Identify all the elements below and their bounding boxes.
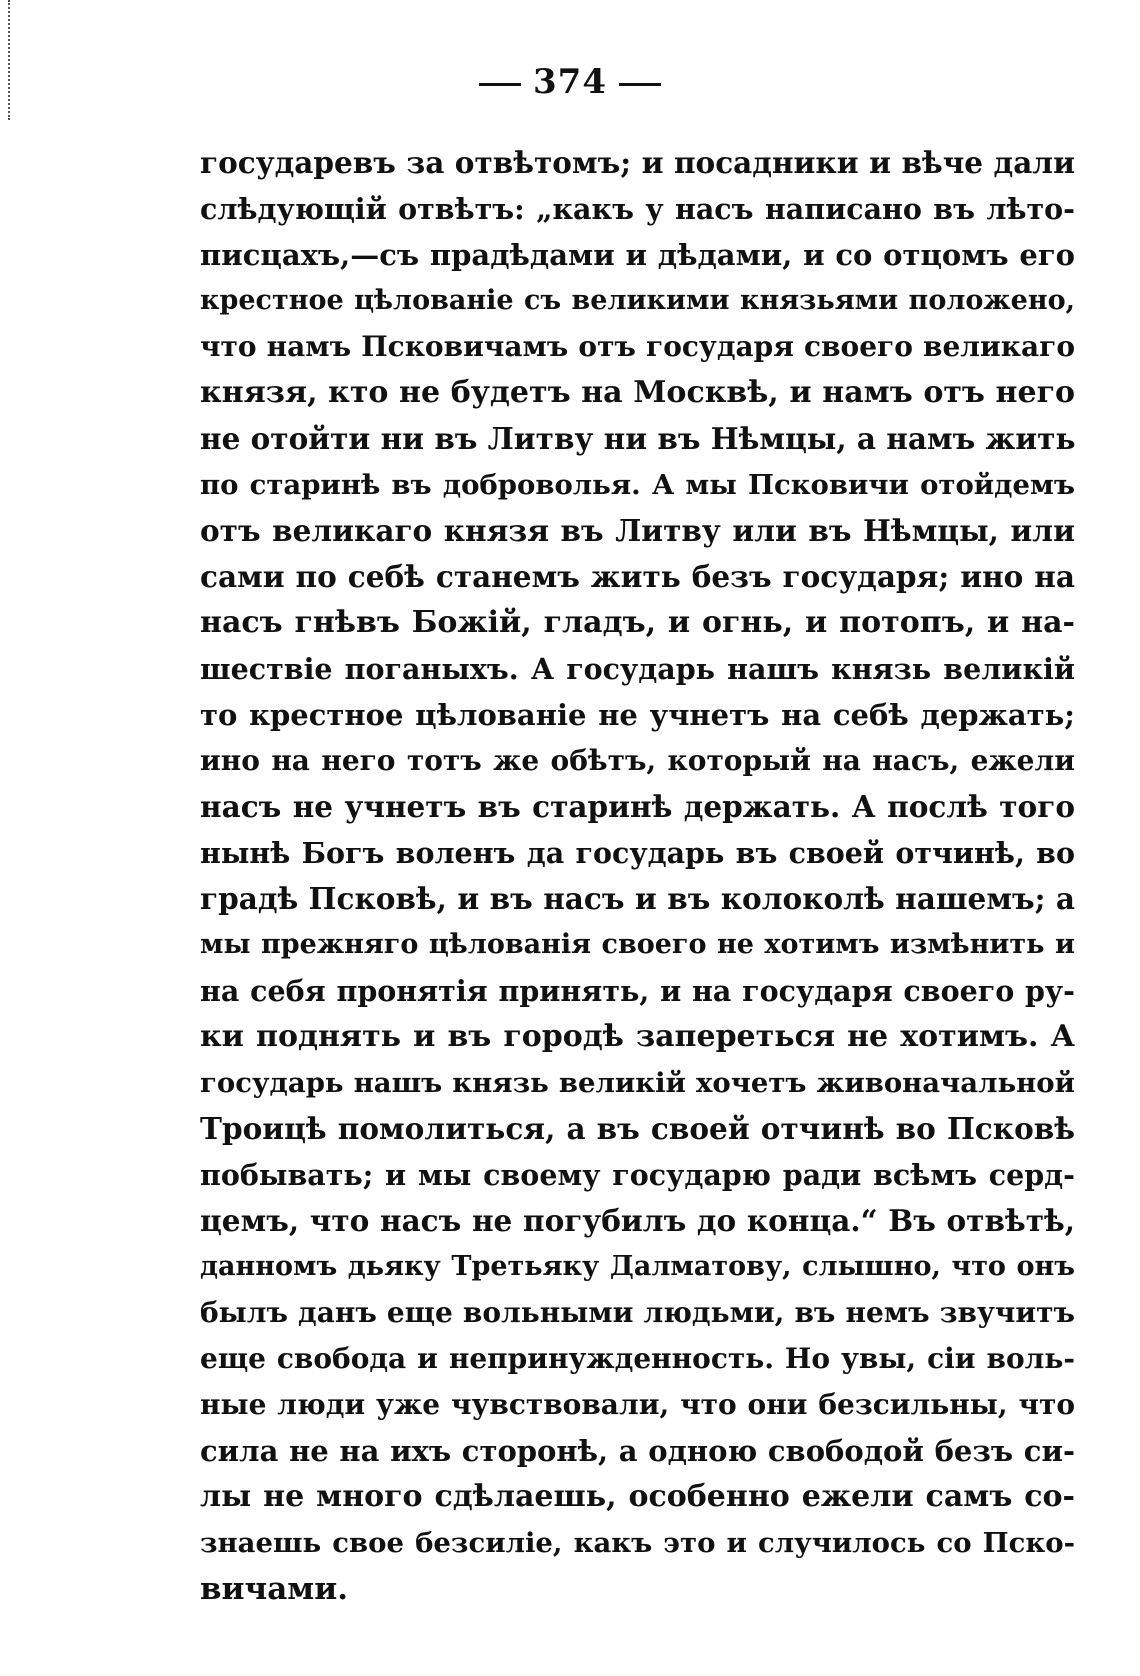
text-line: что намъ Псковичамъ отъ государя своего великаго bbox=[200, 330, 1075, 363]
text-line: нынѣ Богъ воленъ да государь въ своей отчинѣ, во bbox=[200, 836, 1075, 870]
page-number: 374 bbox=[533, 62, 607, 102]
text-line: цемъ, что насъ не погубилъ до конца.“ Въ отвѣтѣ, bbox=[200, 1203, 1075, 1238]
text-line: ино на него тотъ же обѣтъ, который на насъ, ежели bbox=[200, 744, 1075, 777]
text-line: сами по себѣ станемъ жить безъ государя; ино на bbox=[200, 559, 1075, 594]
text-line: былъ данъ еще вольными людьми, въ немъ звучитъ bbox=[200, 1296, 1075, 1329]
text-line: государь нашъ князь великій хочетъ живоначальной bbox=[200, 1067, 1075, 1099]
text-line: насъ не учнетъ въ старинѣ держать. А послѣ того bbox=[200, 789, 1075, 824]
text-line: насъ гнѣвъ Божій, гладъ, и огнь, и потопъ, и на- bbox=[200, 605, 1075, 640]
body-text bbox=[200, 140, 1075, 1612]
text-line: то крестное цѣлованіе не учнетъ на себѣ держать; bbox=[200, 698, 1075, 732]
text-line: по старинѣ въ доброволья. А мы Псковичи отойдемъ bbox=[200, 469, 1075, 501]
text-line: князя, кто не будетъ на Москвѣ, и намъ отъ него bbox=[200, 375, 1075, 410]
text-line: ные люди уже чувствовали, что они безсильны, что bbox=[200, 1388, 1075, 1421]
text-line: не отойти ни въ Литву ни въ Нѣмцы, а намъ жить bbox=[200, 421, 1076, 456]
text-line: шествіе поганыхъ. А государь нашъ князь великій bbox=[200, 652, 1075, 686]
scan-edge-mark bbox=[8, 0, 13, 120]
text-line: лы не много сдѣлаешь, особенно ежели самъ со- bbox=[200, 1479, 1075, 1514]
text-line: на себя пронятія принять, и на государя своего ру- bbox=[200, 974, 1075, 1008]
text-line: побывать; и мы своему государю ради всѣмъ серд- bbox=[200, 1158, 1075, 1192]
text-line: Троицѣ помолиться, а въ своей отчинѣ во Псковѣ bbox=[200, 1111, 1075, 1146]
text-line: мы прежняго цѣлованія своего не хотимъ измѣнить и bbox=[200, 929, 1075, 960]
text-line: данномъ дьяку Третьяку Далматову, слышно, что онъ bbox=[200, 1251, 1075, 1282]
text-line: сила не на ихъ сторонѣ, а одною свободой безъ си- bbox=[200, 1434, 1075, 1468]
text-line: писцахъ,—съ прадѣдами и дѣдами, и со отцомъ его bbox=[200, 238, 1075, 272]
text-line: государевъ за отвѣтомъ; и посадники и вѣче дали bbox=[200, 145, 1075, 180]
text-line: знаешь свое безсиліе, какъ это и случилось со Пско- bbox=[200, 1527, 1075, 1559]
text-line-last: вичами. bbox=[200, 1571, 349, 1607]
header-dash-right bbox=[619, 83, 661, 86]
text-line: слѣдующій отвѣтъ: „какъ у насъ написано въ лѣто- bbox=[200, 192, 1075, 226]
text-line: градѣ Псковѣ, и въ насъ и въ колоколѣ нашемъ; а bbox=[200, 881, 1075, 916]
text-line: еще свобода и непринужденность. Но увы, сіи воль- bbox=[200, 1342, 1075, 1375]
text-line: ки поднять и въ городѣ запереться не хотимъ. А bbox=[200, 1019, 1075, 1054]
header-dash-left bbox=[479, 83, 521, 86]
page-header bbox=[0, 62, 1140, 102]
text-line: отъ великаго князя въ Литву или въ Нѣмцы, или bbox=[200, 513, 1075, 548]
text-line: крестное цѣлованіе съ великими князьями положено, bbox=[200, 285, 1075, 316]
